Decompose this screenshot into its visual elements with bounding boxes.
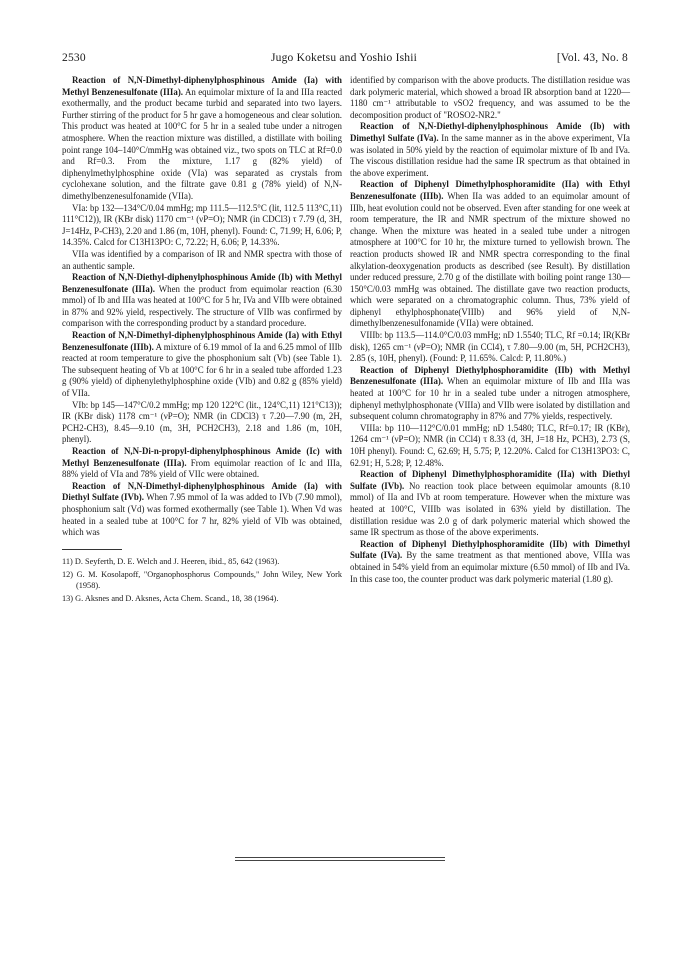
paragraph [62,249,342,272]
paragraph-text: No reaction took place between equimolar amounts (8.10 mmol) of IIa and IVb at room temperature. However when the mixture was heated at 100°C, VIIIb was isolated in 63% yield by distillation. The distillation residue was 2.0 g of dark polymeric material which showed the same IR spectrum as those of the above experiments. [350,480,630,538]
paragraph [350,75,630,121]
paragraph [62,330,342,400]
paragraph-text: identified by comparison with the above products. The distillation residue was dark polymeric material, which showed a broad IR absorption band at 1220—1180 cm⁻¹ attributable to νSO2 frequency, and was assumed to be the decomposition product of "ROSO2-NR2." [350,75,630,120]
paragraph-text: A mixture of 6.19 mmol of Ia and 6.25 mmol of IIIb reacted at room temperature to give the phosphonium salt (Vb) (see Table 1). The subsequent heating of Vb at 100°C for 6 hr in a sealed tube afforded 1.23 g (90% yield) of diphenylethylphosphine oxide (VIb) and 0.82 g (85% yield) of VIIa. [62,341,342,399]
section-heading: Reaction of Diphenyl Diethylphosphoramidite (IIb) with Methyl Benzenesulfonate (IIIa). [350,364,630,387]
section-heading: Reaction of Diphenyl Dimethylphosphoramidite (IIa) with Ethyl Benzenesulfonate (IIIb). [350,179,630,201]
paragraph [62,481,342,539]
paragraph-text: VIIIb: bp 113.5—114.0°C/0.03 mmHg; nD 1.5540; TLC, Rf =0.14; IR(KBr disk), 1265 cm⁻¹ (νP=O); NMR (in CCl4), τ 7.80—9.00 (m, 5H, PCH2CH3), 2.85 (s, 10H, phenyl). (Found: P, 11.65%. Calcd: P, 11.80%.) [350,330,630,364]
paragraph-text: When the product from equimolar reaction (6.30 mmol) of Ib and IIIa was heated at 100°C for 5 hr, IVa and VIIb were obtained in 87% and 92% yield, respectively. The structure of VIIb was confirmed by comparison with the corresponding product by a standard procedure. [62,283,342,329]
paragraph-text: From equimolar reaction of Ic and IIIa, 88% yield of VIa and 78% yield of VIIc were obtained. [62,457,342,480]
paragraph-text: An equimolar mixture of Ia and IIIa reacted exothermally, and the product became turbid and separated into two layers. Further stirring of the product for 5 hr gave a homogeneous and clear solution. This product was heated at 100°C for 5 hr in a sealed tube under a nitrogen atmosphere. When the reaction mixture was distilled, a distillate with boiling point range 104–140°C/mmHg was obtained viz., two spots on TLC at Rf=0.0 and Rf=0.3. From the mixture, 1.17 g (82% yield) of diphenylmethylphosphine oxide (VIa) was separated as crystals from cyclohexane solution, and the filtrate gave 0.81 g (78% yield) of N,N-dimethylbenzenesulfonamide (VIIa). [62,86,343,201]
paragraph-text: VIb: bp 145—147°C/0.2 mmHg; mp 120 122°C (lit., 124°C,11) 121°C13)); IR (KBr disk) 1178 cm⁻¹ (νP=O); NMR (in CDCl3) τ 7.20—7.90 (m, 2H, PCH2-CH3), 8.45—9.10 (m, 3H, PCH2CH3), 2.18 and 1.86 (m, 10H, phenyl). [62,399,342,445]
paragraph [62,272,342,330]
section-heading: Reaction of N,N-Di-n-propyl-diphenylphosphinous Amide (Ic) with Methyl Benzenesulfonate (IIIa). [62,446,342,468]
paragraph-text: When IIa was added to an equimolar amount of IIIb, heat evolution could not be observed. Even after standing for one week at room temperature, the IR and NMR spectrum of the mixture showed no change. When the mixture was heated in a sealed tube under a nitrogen atmosphere at 100°C for 10 hr, the mixture turned to yellowish brown. The reaction products showed IR and NMR spectra corresponding to the final alkylation-deoxygenation products as described (see Result). By distillation under reduced pressure, 2.70 g of the distillate with boiling point range 130—150°C/0.03 mmHg was obtained. The distillate gave two reaction products, which were separated on a chromatographic column. Thus, 73% yield of diphenyl ethylphosphonate(VIIIb) and 96% yield of N,N-dimethylbenzenesulfonamide (VIIa) were obtained. [350,190,630,329]
section-heading: Reaction of Diphenyl Dimethylphosphoramidite (IIa) with Diethyl Sulfate (IVb). [350,469,630,491]
paragraph-text: VIIa was identified by a comparison of IR and NMR spectra with those of an authentic sample. [62,248,342,271]
paragraph-text: When 7.95 mmol of Ia was added to IVb (7.90 mmol), phosphonium salt (Vd) was formed exothermally (see Table 1). When Vd was heated in a sealed tube at 100°C for 7 hr, 82% yield of VIb was obtained, which was [62,492,342,538]
footnote-number: 11) [62,556,73,566]
journal-volume: [Vol. 43, No. 8 [556,52,628,64]
section-heading: Reaction of N,N-Dimethyl-diphenylphosphinous Amide (Ia) with Diethyl Sulfate (IVb). [62,480,342,503]
running-authors: Jugo Koketsu and Yoshio Ishii [270,52,418,64]
paragraph-text: In the same manner as in the above experiment, VIa was isolated in 50% yield by the reaction of equimolar mixture of Ib and IVa. The viscous distillation residue had the same IR spectrum as that obtained in the above experiment. [350,132,630,178]
footnote-text: G. M. Kosolapoff, "Organophosphorus Compounds," John Wiley, New York (1958). [76,569,342,590]
paragraph [350,539,630,585]
paragraph [62,446,342,481]
left-column [62,75,342,606]
paragraph-text: VIa: bp 132—134°C/0.04 mmHg; mp 111.5—112.5°C (lit, 112.5 113°C,11) 111°C12)), IR (KBr disk) 1170 cm⁻¹ (νP=O); NMR (in CDCl3) τ 7.79 (d, 3H, J=14Hz, P-CH3), 2.20 and 1.86 (m, 10H, phenyl). Found: C, 71.99; H, 6.06; P, 14.35%. Calcd for C13H13PO: C, 72.22; H, 6.06; P, 14.33%. [62,202,342,248]
footnote [62,593,342,604]
paragraph-text: By the same treatment as that mentioned above, VIIIa was obtained in 54% yield from an equimolar mixture (6.50 mmol) of IIb and IVa. In this case too, the counter product was dark polymeric material (1.80 g). [350,550,630,584]
paragraph [350,121,630,179]
paragraph [350,469,630,539]
footnote [62,569,342,591]
footnote-divider [62,549,122,550]
section-heading: Reaction of N,N-Diethyl-diphenylphosphinous Amide (Ib) with Dimethyl Sulfate (IVa). [350,121,630,143]
section-heading: Reaction of N,N-Diethyl-diphenylphosphinous Amide (Ib) with Methyl Benzenesulfonate (IIIa). [62,272,342,294]
footnote-text: G. Aksnes and D. Aksnes, Acta Chem. Scand., 18, 38 (1964). [75,593,279,603]
section-heading: Reaction of N,N-Dimethyl-diphenylphosphinous Amide (Ia) with Ethyl Benzenesulfonate (IIIb). [62,330,342,352]
paragraph [350,330,630,365]
footnote-number: 13) [62,593,74,603]
footnote [62,556,342,567]
section-heading: Reaction of Diphenyl Diethylphosphoramidite (IIb) with Dimethyl Sulfate (IVa). [350,538,630,561]
paragraph [350,423,630,469]
paragraph [62,400,342,446]
page-number: 2530 [62,52,86,64]
paragraph [62,75,342,203]
right-column [350,75,630,585]
end-rule [235,857,445,858]
paragraph-text: When an equimolar mixture of IIb and IIIa was heated at 100°C for 10 hr in a sealed tube under a nitrogen atmosphere, diphenyl methylphosphonate (VIIIa) and VIIb were isolated by distillation and subsequent column chromatography in 87% and 77% yields, respectively. [350,376,630,422]
paragraph-text: VIIIa: bp 110—112°C/0.01 mmHg; nD 1.5480; TLC, Rf=0.17; IR (KBr), 1264 cm⁻¹ (νP=O); NMR (in CCl4) τ 8.33 (d, 3H, J=18 Hz, PCH3), 2.73 (S, 10H phenyl). Found: C, 62.69; H, 5.75; P, 12.20%. Calcd for C13H13PO3: C, 62.91; H, 5.28; P, 12.48%. [350,422,630,468]
footnote-text: D. Seyferth, D. E. Welch and J. Heeren, ibid., 85, 642 (1963). [74,556,280,566]
footnote-number: 12) [62,569,74,579]
section-heading: Reaction of N,N-Dimethyl-diphenylphosphinous Amide (Ia) with Methyl Benzenesulfonate (IIIa). [62,75,342,97]
paragraph [350,179,630,330]
paragraph [350,365,630,423]
paragraph [62,203,342,249]
